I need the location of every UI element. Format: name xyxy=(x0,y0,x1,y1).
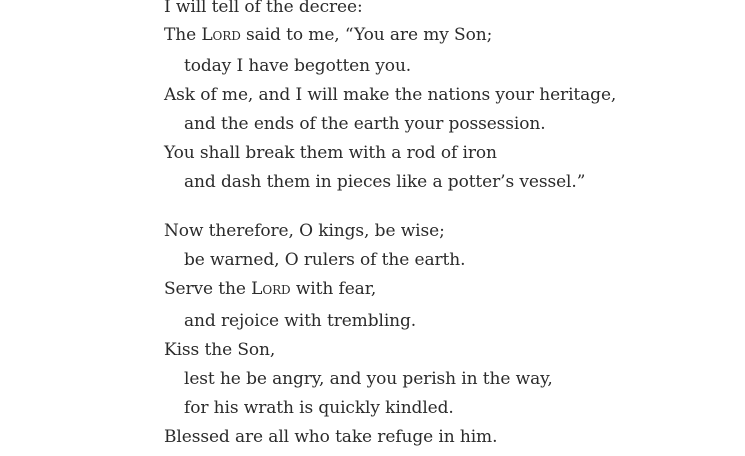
verse-line: and dash them in pieces like a potter’s vessel.” xyxy=(184,172,586,192)
verse-text: Serve the xyxy=(164,279,252,299)
divine-name: Lord xyxy=(201,25,241,45)
verse-line xyxy=(164,278,376,300)
verse-text: said to me, “You are my Son; xyxy=(240,25,493,45)
verse-line: and rejoice with trembling. xyxy=(184,311,417,331)
verse-line: Ask of me, and I will make the nations your heritage, xyxy=(164,85,617,105)
verse-line: for his wrath is quickly kindled. xyxy=(184,398,454,418)
verse-line: be warned, O rulers of the earth. xyxy=(184,250,466,270)
verse-line: lest he be angry, and you perish in the way, xyxy=(184,369,553,389)
verse-line: I will tell of the decree: xyxy=(164,0,363,17)
verse-line xyxy=(164,24,492,46)
verse-line: today I have begotten you. xyxy=(184,56,412,76)
verse-line: and the ends of the earth your possession. xyxy=(184,114,546,134)
verse-line: Now therefore, O kings, be wise; xyxy=(164,221,445,241)
verse-text: The xyxy=(164,25,202,45)
verse-line: You shall break them with a rod of iron xyxy=(164,143,497,163)
verse-text: with fear, xyxy=(290,279,377,299)
verse-line: Blessed are all who take refuge in him. xyxy=(164,427,498,447)
divine-name: Lord xyxy=(251,279,291,299)
verse-line: Kiss the Son, xyxy=(164,340,276,360)
